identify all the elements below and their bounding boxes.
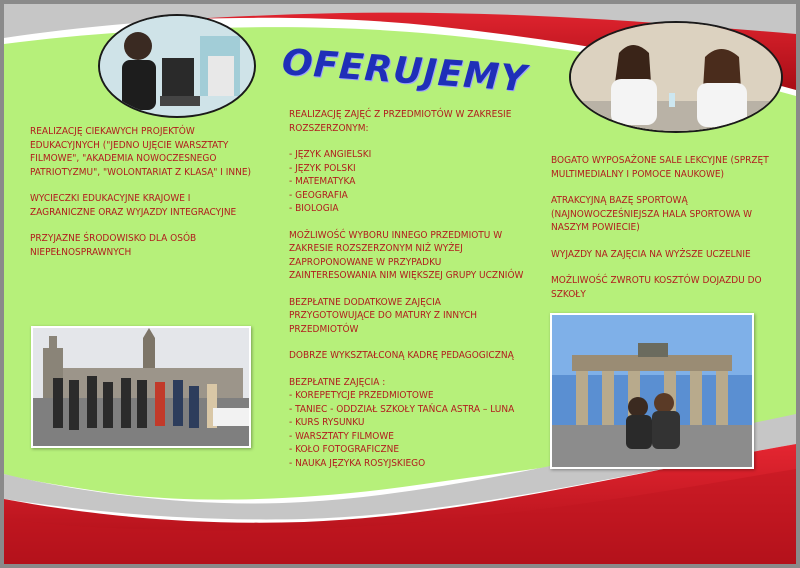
list-item: - WARSZTATY FILMOWE: [289, 430, 525, 444]
offer-matura-prep: BEZPŁATNE DODATKOWE ZAJĘCIA PRZYGOTOWUJĄCE DO MATURY Z INNYCH PRZEDMIOTÓW: [289, 296, 478, 335]
free-classes-intro: BEZPŁATNE ZAJĘCIA :: [289, 376, 386, 388]
photo-berlin-trip: [550, 313, 754, 469]
free-classes-list: [289, 389, 525, 470]
right-column: [551, 154, 773, 314]
offer-university-trips: WYJAZDY NA ZAJĘCIA NA WYŻSZE UCZELNIE: [551, 248, 751, 260]
list-item: - KURS RYSUNKU: [289, 416, 525, 430]
offer-projects: REALIZACJĘ CIEKAWYCH PROJEKTÓW EDUKACYJNYCH ("JEDNO UJĘCIE WARSZTATY FILMOWE", "AKADEMIA NOWOCZESNEGO PATRIOTYZMU", "WOLONTARIAT Z KLASĄ" I INNE): [30, 126, 252, 178]
offer-sports: ATRAKCYJNĄ BAZĘ SPORTOWĄ (NAJNOWOCZEŚNIEJSZA HALA SPORTOWA W NASZYM POWIECIE): [551, 195, 753, 233]
list-item: - BIOLOGIA: [289, 202, 525, 216]
list-item: - MATEMATYKA: [289, 175, 525, 189]
offer-classrooms: BOGATO WYPOSAŻONE SALE LEKCYJNE (SPRZĘT MULTIMEDIALNY I POMOCE NAUKOWE): [551, 155, 769, 180]
list-item: - JĘZYK ANGIELSKI: [289, 148, 525, 162]
offer-commute-refund: MOŻLIWOŚĆ ZWROTU KOSZTÓW DOJAZDU DO SZKOŁY: [551, 275, 762, 300]
list-item: - KOREPETYCJE PRZEDMIOTOWE: [289, 389, 525, 403]
offer-staff: DOBRZE WYKSZTAŁCONĄ KADRĘ PEDAGOGICZNĄ: [289, 350, 514, 361]
page-title: OFERUJEMY: [280, 42, 529, 101]
chemistry-illustration: [571, 23, 781, 131]
offer-accessibility: PRZYJAZNE ŚRODOWISKO DLA OSÓB NIEPEŁNOSPRAWNYCH: [30, 233, 197, 258]
extended-subjects-list: [289, 148, 525, 216]
photo-london-trip: [31, 326, 251, 448]
photo-chemistry-lab: [569, 21, 783, 133]
offer-trips: WYCIECZKI EDUKACYJNE KRAJOWE I ZAGRANICZNE ORAZ WYJAZDY INTEGRACYJNE: [30, 193, 237, 218]
list-item: - KOŁO FOTOGRAFICZNE: [289, 443, 525, 457]
photo-microscope-lab: [98, 14, 256, 118]
offer-free-classes: [289, 376, 525, 471]
list-item: - JĘZYK POLSKI: [289, 162, 525, 176]
flyer-page: [4, 4, 796, 564]
offer-extended-subjects: [289, 108, 525, 135]
berlin-illustration: [552, 315, 752, 467]
extended-subjects-intro: REALIZACJĘ ZAJĘĆ Z PRZEDMIOTÓW W ZAKRESIE ROZSZERZONYM:: [289, 109, 512, 134]
microscope-illustration: [100, 16, 254, 116]
offer-choice: MOŻLIWOŚĆ WYBORU INNEGO PRZEDMIOTU W ZAKRESIE ROZSZERZONYM NIŻ WYŻEJ ZAPROPONOWANE W PRZYPADKU ZAINTERESOWANIA NIM WIĘKSZEJ GRUPY UCZNIÓW: [289, 229, 524, 281]
list-item: - NAUKA JĘZYKA ROSYJSKIEGO: [289, 457, 525, 471]
list-item: - TANIEC - ODDZIAŁ SZKOŁY TAŃCA ASTRA – LUNA: [289, 403, 525, 417]
list-item: - GEOGRAFIA: [289, 189, 525, 203]
left-column: [30, 125, 252, 272]
middle-column: [289, 108, 525, 470]
london-illustration: [33, 328, 249, 446]
